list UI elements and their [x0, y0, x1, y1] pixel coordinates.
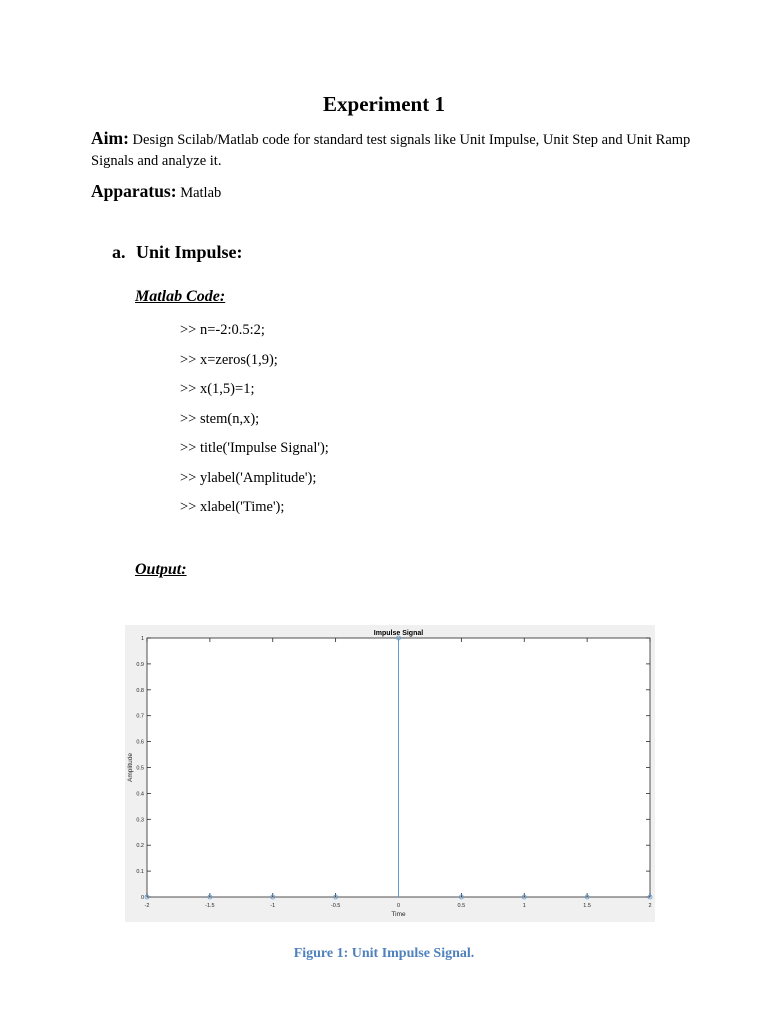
- y-axis-label: Amplitude: [127, 753, 134, 782]
- chart-title: Impulse Signal: [373, 630, 424, 637]
- section-heading: [112, 242, 243, 263]
- impulse-chart: [125, 625, 655, 922]
- code-line: >> x=zeros(1,9);: [180, 351, 278, 368]
- code-line: >> x(1,5)=1;: [180, 381, 255, 397]
- document-title: Experiment 1: [323, 92, 445, 116]
- x-tick-label: -2: [144, 903, 150, 909]
- y-tick-label: 0.5: [136, 765, 144, 772]
- y-tick-label: 0.7: [136, 713, 144, 720]
- code-line: >> stem(n,x);: [180, 410, 260, 427]
- code-block: [180, 320, 329, 527]
- x-tick-label: 0.5: [457, 903, 466, 909]
- y-tick-label: 0.9: [136, 661, 144, 668]
- x-tick-label: -1: [270, 903, 276, 909]
- aim-label: Aim:: [91, 128, 129, 148]
- section-marker: a.: [112, 242, 126, 262]
- x-tick-label: 2: [648, 903, 652, 909]
- code-line: >> xlabel('Time');: [180, 499, 285, 515]
- apparatus-label: Apparatus:: [91, 181, 177, 201]
- apparatus-text: Matlab: [180, 185, 222, 201]
- y-tick-label: 0: [140, 895, 144, 901]
- x-tick-label: 1.5: [583, 903, 591, 909]
- x-tick-label: 1: [522, 903, 526, 909]
- y-tick-label: 0.6: [136, 739, 144, 746]
- y-tick-label: 0.2: [136, 843, 144, 850]
- x-tick-label: 0: [396, 903, 401, 909]
- y-tick-label: 0.4: [136, 791, 144, 798]
- code-line: >> n=-2:0.5:2;: [180, 322, 265, 338]
- output-heading: Output:: [135, 561, 187, 578]
- y-tick-label: 0.8: [136, 687, 144, 694]
- x-axis-label: Time: [391, 911, 406, 918]
- aim-text: Design Scilab/Matlab code for standard test signals like Unit Impulse, Unit Step and Unit Ramp Signals and analyze it.: [91, 132, 691, 169]
- matlab-figure: [125, 625, 655, 922]
- aim-paragraph: [91, 128, 691, 172]
- section-title: Unit Impulse:: [136, 242, 243, 262]
- x-tick-label: -1.5: [205, 903, 215, 909]
- figure-caption: Figure 1: Unit Impulse Signal.: [293, 946, 475, 961]
- code-line: >> title('Impulse Signal');: [180, 440, 329, 456]
- code-heading: Matlab Code:: [135, 288, 226, 305]
- code-line: >> ylabel('Amplitude');: [180, 469, 317, 486]
- y-tick-label: 0.3: [136, 817, 144, 824]
- x-tick-label: -0.5: [330, 903, 341, 909]
- y-tick-label: 1: [140, 636, 144, 642]
- apparatus-paragraph: [91, 181, 691, 204]
- y-tick-label: 0.1: [136, 869, 144, 876]
